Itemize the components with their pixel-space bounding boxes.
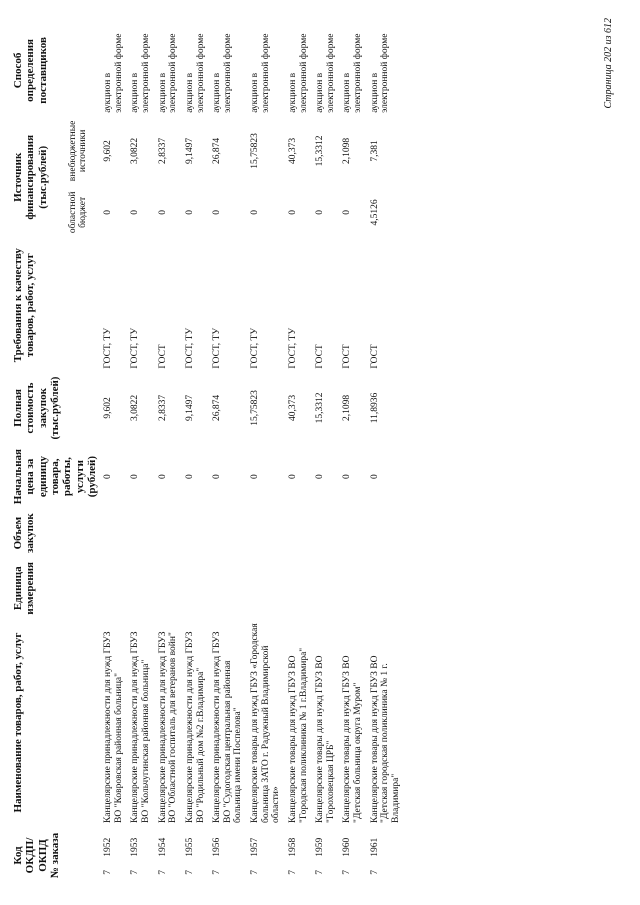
header-code-order (10, 826, 100, 885)
row-extrabudget: 2,8337 (157, 137, 168, 164)
row-number: 1960 (342, 837, 353, 857)
row-regional: 0 (342, 210, 353, 215)
row-total: 9,602 (103, 397, 114, 419)
row-requirements: ГОСТ, ТУ (250, 327, 261, 369)
row-unit (312, 557, 339, 619)
row-requirements: ГОСТ, ТУ (130, 327, 141, 369)
row-requirements: ГОСТ (369, 344, 380, 369)
row-number: 1957 (250, 837, 261, 857)
row-regional: 0 (130, 210, 141, 215)
row-unit (247, 557, 285, 619)
row-unit (209, 557, 247, 619)
row-number: 1953 (130, 837, 141, 857)
row-regional: 0 (184, 210, 195, 215)
row-method: аукцион в электронной форме (250, 33, 271, 113)
header-order: № заказа (48, 832, 61, 879)
row-code: 7 (212, 869, 223, 875)
row-volume (127, 509, 154, 558)
row-unit (100, 557, 127, 619)
row-requirements: ГОСТ, ТУ (103, 327, 114, 369)
row-total: 3,0822 (130, 394, 141, 422)
header-code: Код ОКДП/ ОКПД (12, 837, 49, 874)
row-volume (155, 509, 182, 558)
row-requirements: ГОСТ (315, 344, 326, 369)
header-unit: Единица измерения (12, 561, 37, 615)
row-number: 1955 (184, 837, 195, 857)
row-total: 11,8936 (369, 392, 380, 424)
header-extrabudget: внебюджетные источники (67, 120, 89, 182)
row-unit (339, 557, 366, 619)
row-name: Канцелярские принадлежности для нужд ГБУЗ ВО "Родильный дом №2 г.Владимира" (184, 631, 206, 823)
table-row (285, 25, 312, 885)
row-extrabudget: 40,373 (287, 137, 298, 164)
row-regional: 0 (315, 210, 326, 215)
table-row (312, 25, 339, 885)
row-number: 1952 (103, 837, 114, 857)
row-code: 7 (315, 869, 326, 875)
row-method: аукцион в электронной форме (212, 33, 233, 113)
table-row (182, 25, 209, 885)
row-volume (100, 509, 127, 558)
row-code: 7 (287, 869, 298, 875)
row-volume (209, 509, 247, 558)
row-extrabudget: 9,1497 (184, 137, 195, 164)
row-method: аукцион в электронной форме (184, 33, 206, 113)
row-requirements: ГОСТ (342, 344, 353, 369)
row-total: 40,373 (287, 394, 298, 422)
row-name: Канцелярские товары для нужд ГБУЗ ВО "Детская больница округа Муром" (342, 655, 364, 823)
row-method: аукцион в электронной форме (103, 33, 124, 113)
row-name: Канцелярские товары для нужд ГБУЗ ВО "Детская городская поликлиника № 1 г. Владимира" (369, 655, 401, 823)
header-method: Способ определения поставщиков (12, 37, 49, 104)
row-unit (155, 557, 182, 619)
header-funding: Источник финансирования (тыс.рублей) (12, 134, 49, 220)
row-volume (285, 509, 312, 558)
table-row (247, 25, 285, 885)
row-regional: 0 (212, 210, 223, 215)
row-number: 1958 (287, 837, 298, 857)
row-number: 1954 (157, 837, 168, 857)
table-row (339, 25, 366, 885)
row-requirements: ГОСТ, ТУ (212, 327, 223, 369)
table-row (155, 25, 182, 885)
row-regional: 0 (287, 210, 298, 215)
row-number: 1961 (369, 837, 380, 857)
row-requirements: ГОСТ, ТУ (287, 327, 298, 369)
row-regional: 0 (250, 210, 261, 215)
row-unit (182, 557, 209, 619)
row-requirements: ГОСТ, ТУ (184, 327, 195, 369)
table-row (209, 25, 247, 885)
header-price: Начальная цена за единицу товара, работы, услуги (рублей) (12, 449, 98, 505)
row-total: 15,75823 (250, 390, 261, 426)
row-price: 0 (250, 474, 261, 479)
row-price: 0 (157, 474, 168, 479)
row-method: аукцион в электронной форме (287, 33, 309, 113)
page-footer: Страница 202 из 612 (603, 18, 614, 109)
row-volume (367, 509, 405, 558)
row-number: 1959 (315, 837, 326, 857)
row-price: 0 (103, 474, 114, 479)
header-volume: Объем закупок (12, 513, 37, 554)
row-unit (285, 557, 312, 619)
row-unit (127, 557, 154, 619)
row-method: аукцион в электронной форме (342, 33, 364, 113)
row-price: 0 (287, 474, 298, 479)
row-price: 0 (212, 474, 223, 479)
row-extrabudget: 9,602 (103, 140, 114, 162)
row-code: 7 (369, 869, 380, 875)
table-row (100, 25, 127, 885)
row-price: 0 (315, 474, 326, 479)
row-total: 2,8337 (157, 394, 168, 422)
row-name: Канцелярские принадлежности для нужд ГБУЗ ВО "Кольчугинская районная больница" (130, 631, 152, 823)
row-regional: 0 (103, 210, 114, 215)
row-total: 9,1497 (184, 394, 195, 422)
row-name: Канцелярские товары для нужд ГБУЗ «Городская больница ЗАТО г. Радужный Владимирской области» (250, 623, 282, 823)
row-method: аукцион в электронной форме (130, 33, 152, 113)
row-code: 7 (157, 869, 168, 875)
row-regional: 4,5126 (369, 199, 380, 226)
row-price: 0 (342, 474, 353, 479)
row-code: 7 (250, 869, 261, 875)
row-price: 0 (369, 474, 380, 479)
header-name: Наименование товаров, работ, услуг (12, 632, 24, 813)
row-extrabudget: 7,381 (369, 140, 380, 162)
table-row (367, 25, 405, 885)
row-code: 7 (103, 869, 114, 875)
row-code: 7 (342, 869, 353, 875)
row-method: аукцион в электронной форме (157, 33, 179, 113)
row-unit (367, 557, 405, 619)
header-total: Полная стоимость закупок (тыс.рублей) (12, 376, 61, 440)
row-total: 26,874 (212, 394, 223, 422)
row-number: 1956 (212, 837, 223, 857)
row-name: Канцелярские товары для нужд ГБУЗ ВО "Городская поликлиника № 1 г.Владимира" (287, 647, 309, 823)
row-requirements: ГОСТ (157, 344, 168, 369)
row-price: 0 (184, 474, 195, 479)
row-name: Канцелярские принадлежности для нужд ГБУЗ ВО "Ковровская районная больница" (103, 631, 124, 823)
row-regional: 0 (157, 210, 168, 215)
row-name: Канцелярские принадлежности для нужд ГБУЗ ВО "Судогодская центральная районная больница имени Поспелова" (212, 631, 244, 823)
header-regional: областной бюджет (67, 191, 89, 234)
table-row (127, 25, 154, 885)
row-code: 7 (130, 869, 141, 875)
row-code: 7 (184, 869, 195, 875)
header-requirements: Требования к качеству товаров, работ, услуг (12, 248, 37, 363)
row-extrabudget: 26,874 (212, 137, 223, 164)
row-name: Канцелярские принадлежности для нужд ГБУЗ ВО "Областной госпиталь для ветеранов войн" (157, 631, 179, 823)
row-extrabudget: 2,1098 (342, 137, 353, 164)
procurement-table (10, 25, 405, 885)
row-volume (339, 509, 366, 558)
row-total: 2,1098 (342, 394, 353, 422)
row-method: аукцион в электронной форме (369, 33, 391, 113)
row-volume (247, 509, 285, 558)
row-name: Канцелярские товары для нужд ГБУЗ ВО "Гороховецкая ЦРБ" (315, 655, 336, 823)
row-volume (312, 509, 339, 558)
row-volume (182, 509, 209, 558)
row-extrabudget: 3,0822 (130, 137, 141, 164)
row-extrabudget: 15,3312 (315, 135, 326, 167)
row-price: 0 (130, 474, 141, 479)
row-method: аукцион в электронной форме (315, 33, 336, 113)
row-extrabudget: 15,75823 (250, 133, 261, 169)
row-total: 15,3312 (315, 392, 326, 424)
